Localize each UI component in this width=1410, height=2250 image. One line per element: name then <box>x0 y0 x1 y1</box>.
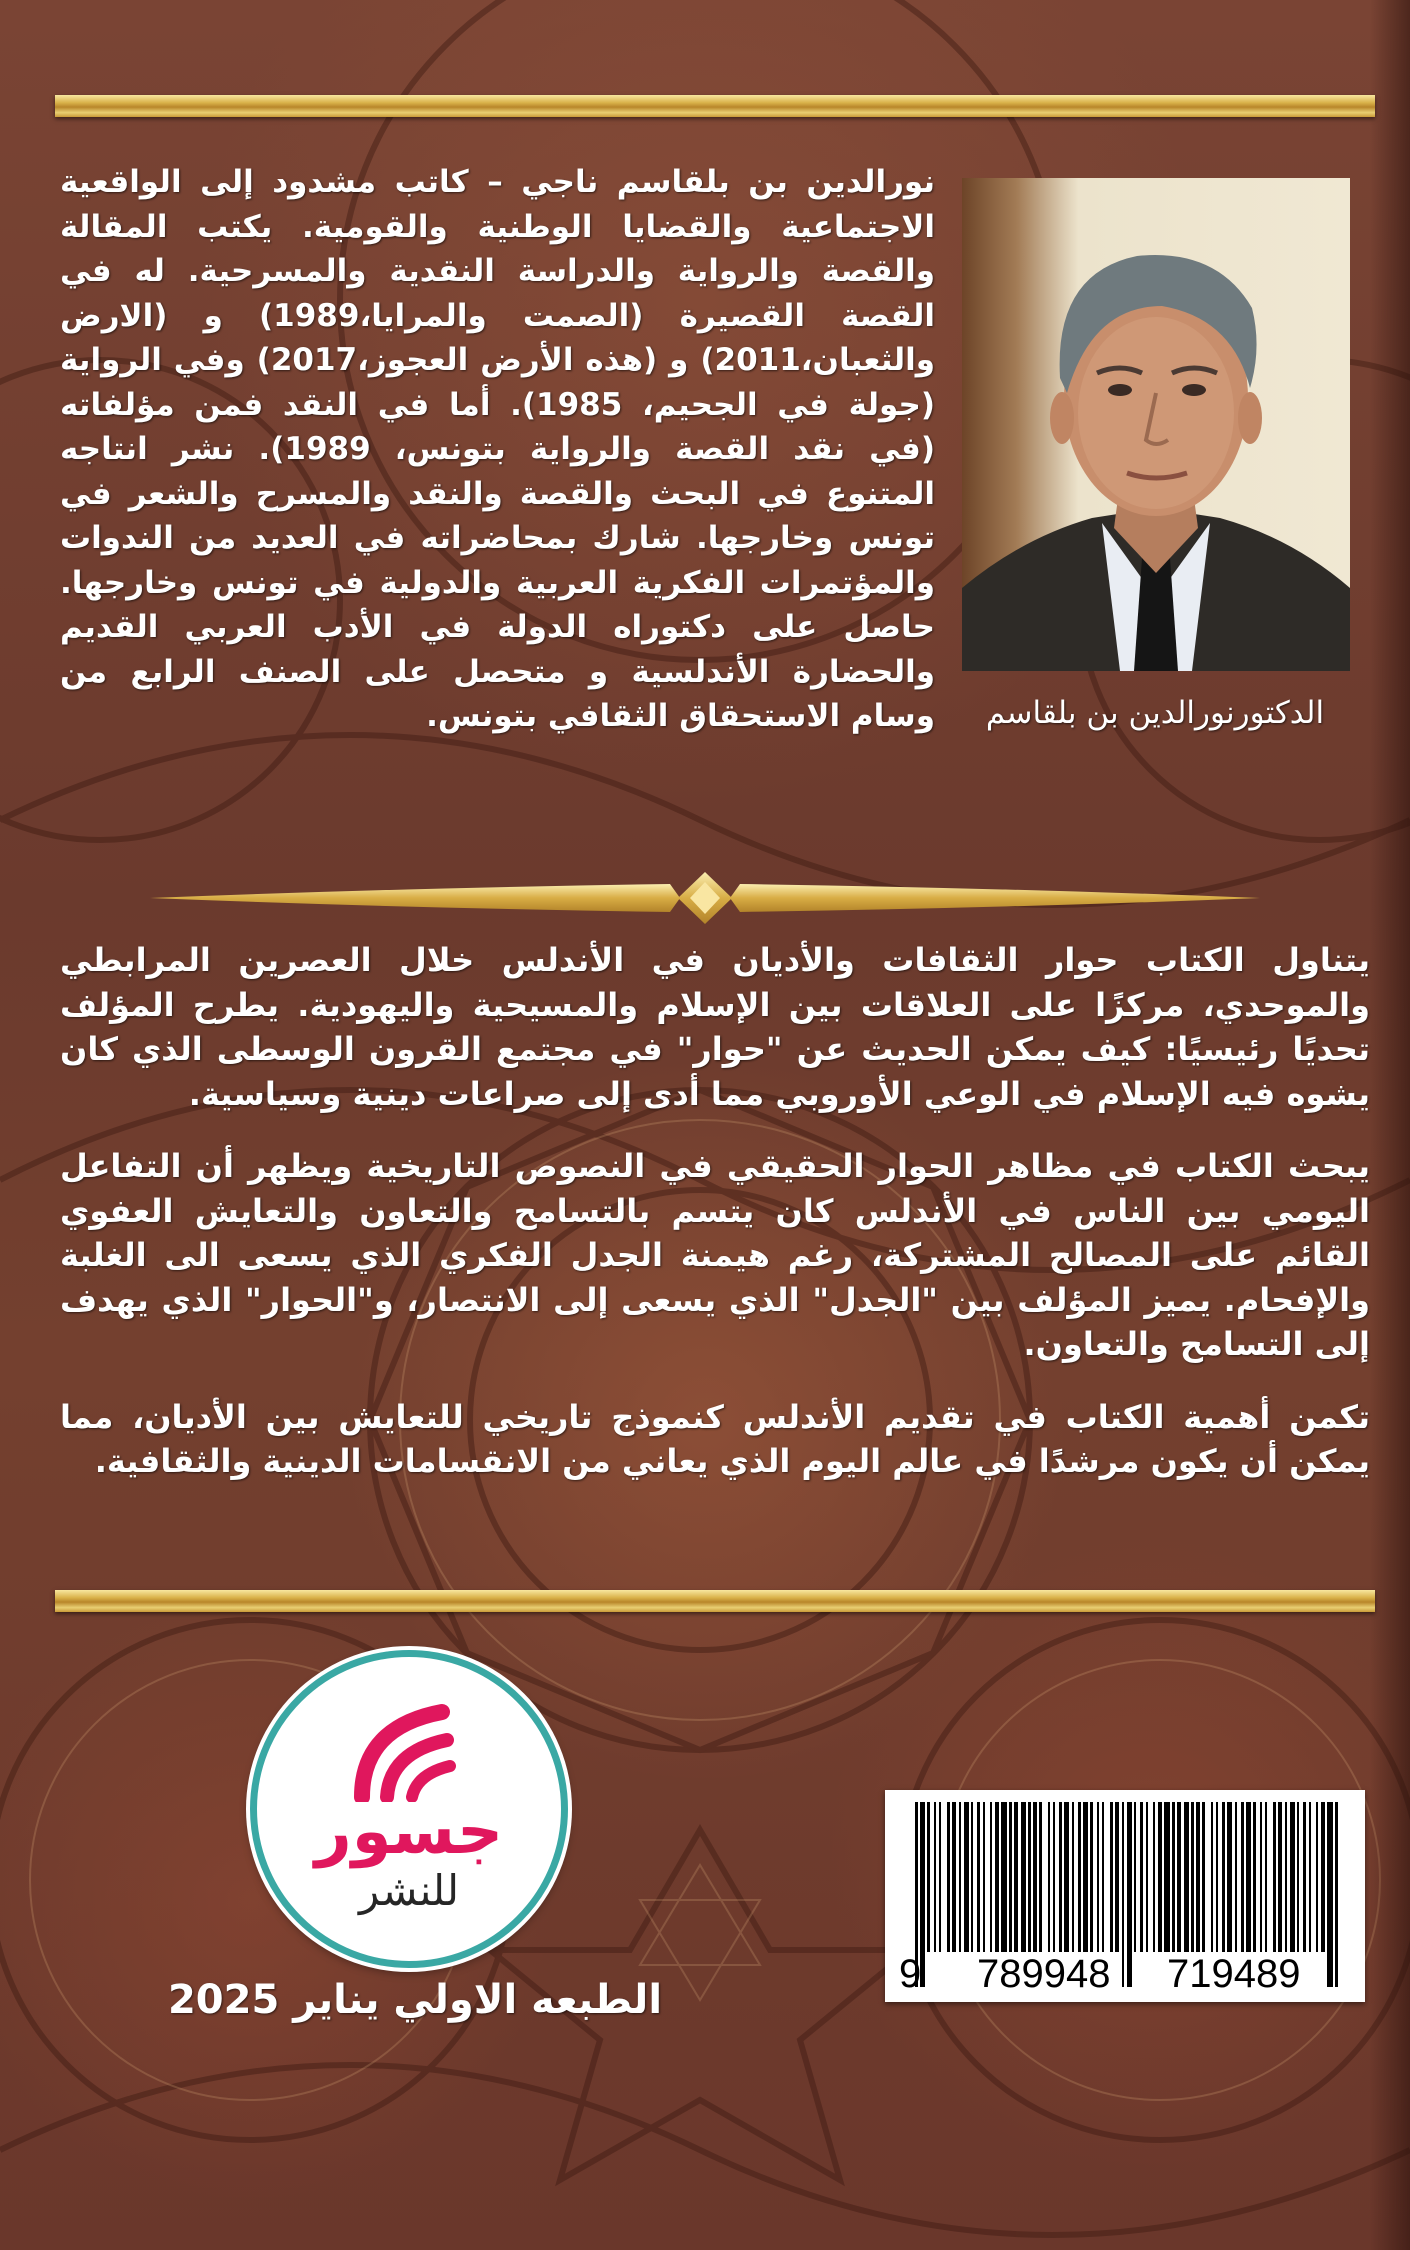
barcode-bar <box>1140 1802 1143 1952</box>
barcode-bar <box>959 1802 961 1952</box>
photo-caption: الدكتورنورالدين بن بلقاسم <box>985 695 1325 731</box>
barcode-bar <box>1110 1802 1113 1952</box>
barcode-bar <box>1309 1802 1311 1952</box>
barcode-bar <box>977 1802 980 1952</box>
barcode-bar <box>1316 1802 1318 1952</box>
barcode-bar <box>990 1802 992 1952</box>
barcode-bar <box>947 1802 950 1952</box>
author-photo <box>962 178 1350 671</box>
barcode-bar <box>1253 1802 1256 1952</box>
barcode-bar <box>1146 1802 1148 1952</box>
barcode-bar <box>934 1802 936 1952</box>
barcode-bar <box>971 1802 973 1952</box>
barcode-bar <box>1064 1802 1069 1952</box>
barcode-bar <box>1202 1802 1205 1952</box>
barcode-bar <box>1290 1802 1295 1952</box>
description-paragraph: يبحث الكتاب في مظاهر الحوار الحقيقي في النصوص التاريخية ويظهر أن التفاعل اليومي بين الناس في الأندلس كان يتسم بالتسامح والتعاون والتعايش العفوي القائم على المصالح المشتركة، رغم هيمنة الجدل الفكري الذي يسعى الى الغلبة والإفحام. يميز المؤلف بين "الجدل" الذي يسعى إلى الانتصار، و"الحوار" الذي يهدف إلى التسامح والتعاون. <box>60 1147 1370 1363</box>
publisher-logo-mark <box>332 1702 482 1802</box>
barcode-bar <box>1303 1802 1306 1952</box>
publisher-name: جسور <box>314 1795 504 1869</box>
barcode-bar <box>1321 1802 1325 1952</box>
barcode-bar <box>1028 1802 1031 1952</box>
barcode-bar <box>1115 1802 1119 1952</box>
barcode-bar <box>1033 1802 1037 1952</box>
barcode-bar <box>1059 1802 1062 1952</box>
book-description <box>60 938 1370 1512</box>
isbn-right-group: 719489 <box>1167 1952 1301 1996</box>
barcode-bar <box>1164 1802 1170 1952</box>
barcode-bar <box>1102 1802 1104 1952</box>
barcode-bar <box>1216 1802 1218 1952</box>
edition-date: الطبعه الاولي يناير 2025 <box>167 1977 663 2023</box>
barcode-bar <box>1273 1802 1276 1952</box>
barcode-bar <box>1265 1802 1267 1952</box>
page-edge-shadow <box>1370 0 1410 2250</box>
isbn-left-group: 789948 <box>977 1952 1111 1996</box>
ornamental-divider <box>150 870 1260 926</box>
barcode-bar <box>1097 1802 1099 1952</box>
barcode-bar <box>1053 1802 1055 1952</box>
barcode-bar <box>1235 1802 1237 1952</box>
barcode-bar <box>1014 1802 1018 1952</box>
barcode-bar <box>995 1802 999 1952</box>
barcode-bar <box>983 1802 985 1952</box>
barcode-bar <box>1184 1802 1189 1952</box>
barcode-bar <box>1260 1802 1262 1952</box>
barcode-bar <box>1078 1802 1081 1952</box>
barcode-bar <box>1278 1802 1282 1952</box>
barcode-bar <box>1153 1802 1155 1952</box>
gold-bar-top <box>55 95 1375 117</box>
barcode-bar <box>1241 1802 1244 1952</box>
barcode-bar <box>1222 1802 1225 1952</box>
barcode-bar <box>1158 1802 1162 1952</box>
barcode-bar <box>1191 1802 1194 1952</box>
barcode-bar <box>1246 1802 1251 1952</box>
publisher-subtitle: للنشر <box>358 1866 460 1915</box>
isbn-first-digit: 9 <box>899 1952 922 1996</box>
description-paragraph: تكمن أهمية الكتاب في تقديم الأندلس كنموذج تاريخي للتعايش بين الأديان، مما يمكن أن يكون مرشدًا في عالم اليوم الذي يعاني من الانقسامات الدينية والثقافية. <box>60 1397 1370 1480</box>
barcode-bar <box>1009 1802 1012 1952</box>
barcode-bar <box>1048 1802 1050 1952</box>
barcode-bar <box>1090 1802 1093 1952</box>
barcode-bar <box>1211 1802 1213 1952</box>
barcode-bar <box>1285 1802 1287 1952</box>
barcode-bar <box>939 1802 941 1952</box>
barcode-bar <box>1172 1802 1175 1952</box>
barcode-bar <box>1177 1802 1181 1952</box>
barcode-bar <box>1134 1802 1136 1952</box>
description-paragraph: يتناول الكتاب حوار الثقافات والأديان في الأندلس خلال العصرين المرابطي والموحدي، مركزًا على العلاقات بين الإسلام والمسيحية واليهودية. يطرح المؤلف تحديًا رئيسيًا: كيف يمكن الحديث عن "حوار" في مجتمع القرون الوسطى الذي كان يشوه فيه الإسلام في الوعي الأوروبي مما أدى إلى صراعات دينية وسياسية. <box>60 941 1370 1113</box>
barcode-bar <box>1196 1802 1200 1952</box>
isbn-barcode <box>885 1790 1365 2002</box>
gold-bar-bottom <box>55 1590 1375 1612</box>
author-bio: نورالدين بن بلقاسم ناجي – كاتب مشدود إلى الواقعية الاجتماعية والقضايا الوطنية والقومية. يكتب المقالة والقصة والرواية والدراسة النقدية والمسرحية. له في القصة القصيرة (الصمت والمرايا،1989) و (الارض والثعبان،2011) و (هذه الأرض العجوز،2017) وفي الرواية (جولة في الجحيم، 1985). أما في النقد فمن مؤلفاته (في نقد القصة والرواية بتونس، 1989). نشر انتاجه المتنوع في البحث والقصة والنقد والمسرح والشعر في تونس وخارجها. شارك بمحاضراته في العديد من الندوات والمؤتمرات الفكرية العربية والدولية في تونس وخارجها. حاصل على دكتوراه الدولة في الأدب العربي القديم والحضارة الأندلسية و متحصل على الصنف الرابع من وسام الاستحقاق الثقافي بتونس. <box>60 164 936 734</box>
isbn-number <box>885 1952 1365 1996</box>
barcode-bar <box>1083 1802 1088 1952</box>
barcode-bar <box>927 1802 930 1952</box>
barcode-bar <box>1297 1802 1299 1952</box>
barcode-bar <box>1039 1802 1042 1952</box>
barcode-bar <box>1001 1802 1007 1952</box>
publisher-logo <box>250 1650 568 1968</box>
barcode-bar <box>1227 1802 1232 1952</box>
barcode-bar <box>1021 1802 1026 1952</box>
barcode-bar <box>1072 1802 1074 1952</box>
barcode-bar <box>964 1802 969 1952</box>
barcode-bar <box>952 1802 956 1952</box>
